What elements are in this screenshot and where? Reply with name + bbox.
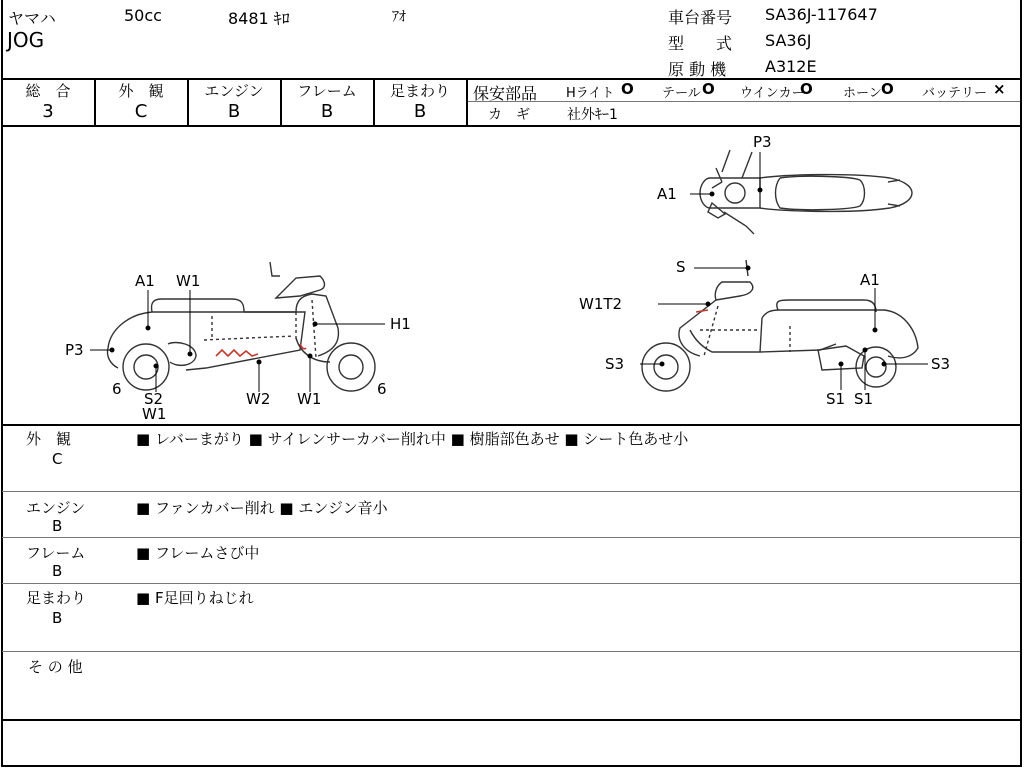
tail-label: テール <box>662 86 701 101</box>
type-value: SA36J <box>765 31 812 50</box>
callout-right-w1t2: W1T2 <box>579 295 623 313</box>
note-exterior-text: ■ レバーまがり ■ サイレンサーカバー削れ中 ■ 樹脂部色あせ ■ シート色あせ小 <box>136 430 689 448</box>
callout-left-six-b: 6 <box>377 380 387 398</box>
callout-right-s1-b: S1 <box>854 390 874 408</box>
frame-no-value: SA36J-117647 <box>765 5 878 24</box>
rule <box>2 651 1020 652</box>
note-engine-label: エンジン <box>26 499 86 517</box>
callout-left-w1-front: W1 <box>297 390 322 408</box>
overall-grade: 3 <box>42 101 54 122</box>
displacement: 50cc <box>124 6 162 25</box>
callout-right-s3-right: S3 <box>931 355 951 373</box>
exterior-label: 外 観 <box>118 82 164 100</box>
suspension-grade: B <box>413 101 427 122</box>
winker-label: ウインカー <box>740 86 805 101</box>
scooter-top-view <box>700 150 912 234</box>
engine-model-label: 原 動 機 <box>668 60 727 79</box>
note-engine-grade: B <box>52 517 63 535</box>
rule <box>2 719 1020 721</box>
damage-scratch-left <box>216 350 258 356</box>
callout-top-a1: A1 <box>657 185 677 203</box>
callout-left-s2: S2 <box>144 390 164 408</box>
note-frame-label: フレーム <box>26 544 86 562</box>
callout-right-s1-a: S1 <box>826 390 846 408</box>
headlight-mark: O <box>621 80 634 98</box>
callout-left-h1: H1 <box>390 315 411 333</box>
frame-label: フレーム <box>297 82 357 100</box>
callout-left-w1-top: W1 <box>176 272 201 290</box>
note-other-label: そ の 他 <box>28 658 83 676</box>
key-value: 社外ｷｰ1 <box>567 107 618 123</box>
callout-top-p3: P3 <box>753 133 772 151</box>
note-suspension-grade: B <box>52 609 63 627</box>
note-exterior-grade: C <box>52 450 63 468</box>
suspension-label: 足まわり <box>389 82 450 100</box>
note-frame-grade: B <box>52 562 63 580</box>
damage-marks <box>216 310 708 356</box>
type-label: 型 式 <box>668 34 733 53</box>
callout-lines <box>90 152 928 392</box>
overall-label: 総 合 <box>25 82 71 100</box>
safety-parts-label: 保安部品 <box>473 84 538 103</box>
engine-grade: B <box>227 101 241 122</box>
note-exterior-label: 外 観 <box>26 430 72 448</box>
winker-mark: O <box>800 80 813 98</box>
frame-grade: B <box>320 101 334 122</box>
rule <box>2 537 1020 538</box>
exterior-grade: C <box>134 101 148 122</box>
mileage: 8481 ｷﾛ <box>228 9 290 28</box>
color: ｱｵ <box>392 9 406 25</box>
callout-left-w1-bottom: W1 <box>142 405 167 423</box>
rule <box>2 491 1020 492</box>
callout-left-six-a: 6 <box>112 380 122 398</box>
callout-left-a1: A1 <box>135 272 155 290</box>
headlight-label: Hライト <box>566 86 615 101</box>
model-name: JOG <box>7 28 45 52</box>
callout-right-s3-left: S3 <box>605 355 625 373</box>
engine-label: エンジン <box>204 82 264 100</box>
maker: ヤマハ <box>8 9 56 28</box>
tail-mark: O <box>702 80 715 98</box>
engine-model-value: A312E <box>765 57 817 76</box>
note-frame-text: ■ フレームさび中 <box>136 544 260 562</box>
note-suspension-label: 足まわり <box>26 589 87 607</box>
horn-label: ホーン <box>843 86 882 101</box>
battery-label: バッテリー <box>922 86 988 101</box>
rule <box>2 583 1020 584</box>
callout-right-s: S <box>676 258 686 276</box>
callout-left-w2: W2 <box>246 390 271 408</box>
callout-left-p3: P3 <box>65 341 84 359</box>
battery-mark: × <box>993 80 1006 98</box>
note-suspension-text: ■ F足回りねじれ <box>136 589 254 607</box>
frame-no-label: 車台番号 <box>668 8 733 27</box>
damage-scratch-right <box>696 310 708 312</box>
key-label: カ ギ <box>488 107 530 123</box>
note-engine-text: ■ ファンカバー削れ ■ エンジン音小 <box>136 499 388 517</box>
callout-right-a1: A1 <box>860 271 880 289</box>
horn-mark: O <box>881 80 894 98</box>
